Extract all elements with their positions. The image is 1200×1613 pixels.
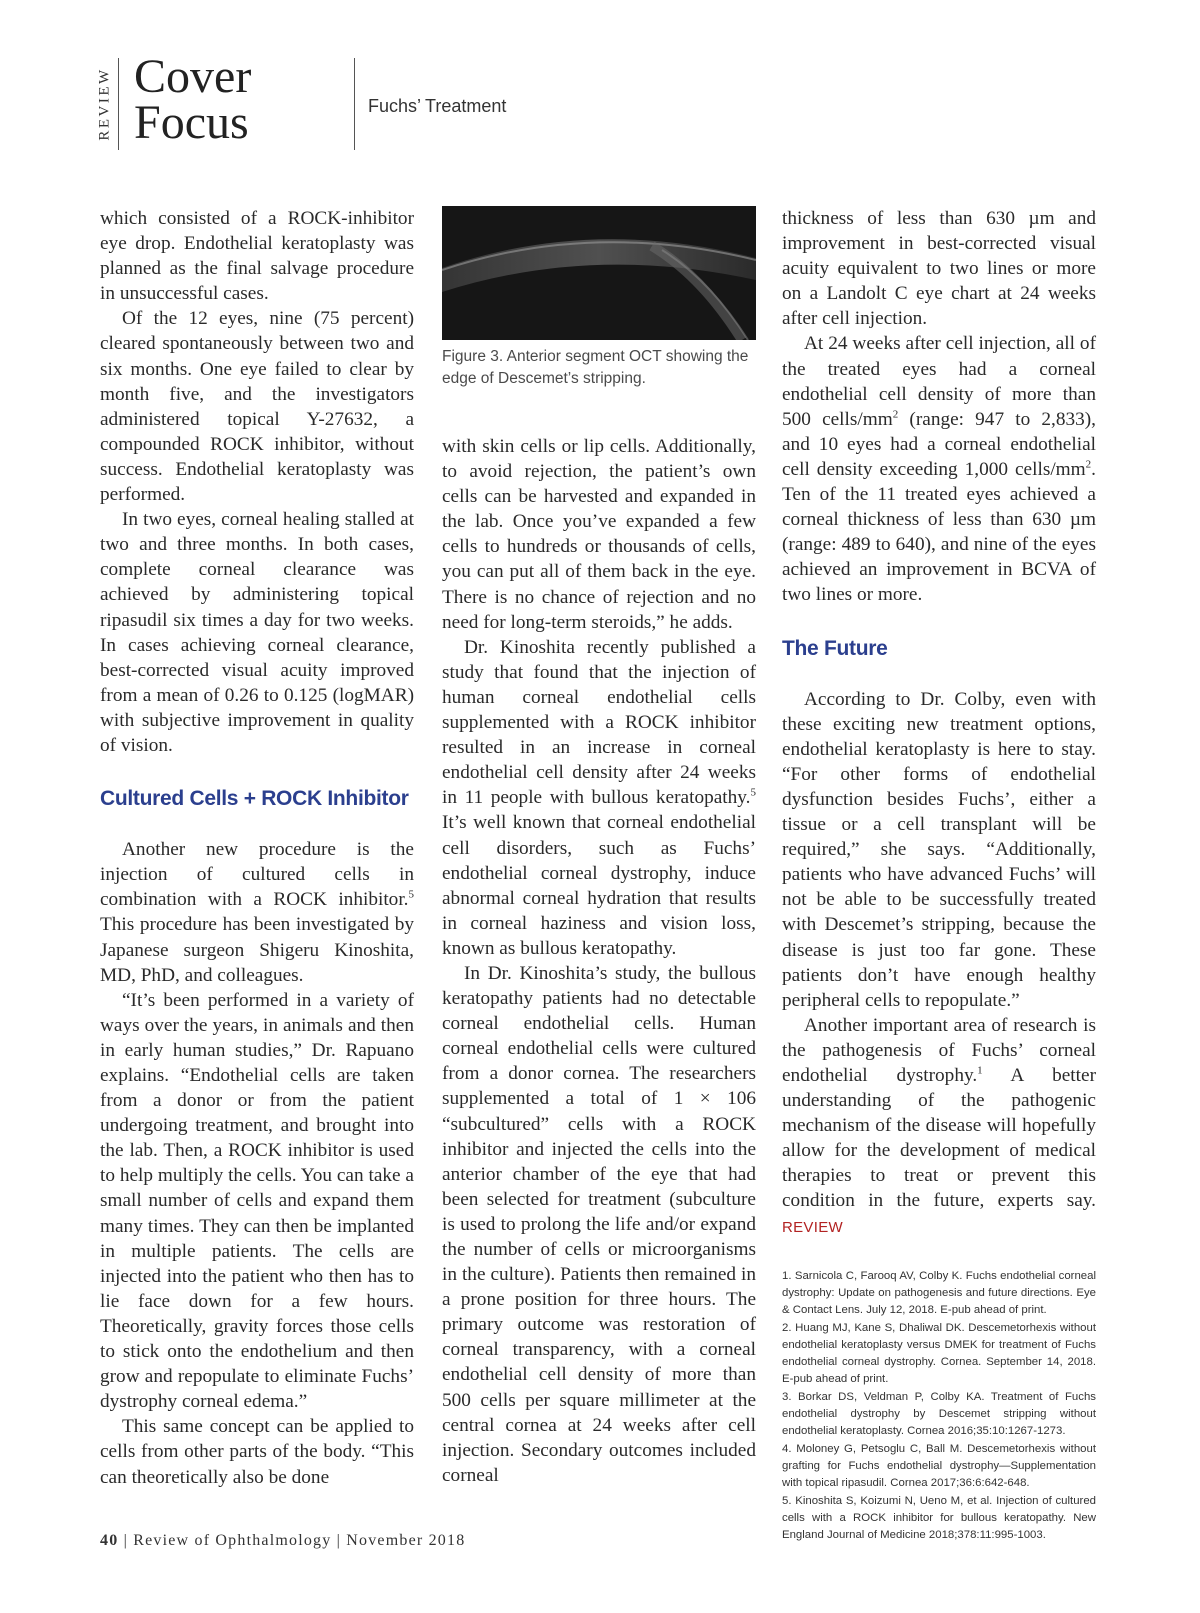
page-number: 40 [100,1532,119,1549]
figure-caption: Figure 3. Anterior segment OCT showing the edge of Descemet’s stripping. [442,348,749,387]
paragraph: At 24 weeks after cell injection, all of the treated eyes had a corneal endothelial cell density of more than 500 cells/$mm^2$ (range: 947 to 2,833), and 10 eyes had a corneal endothelial cell density exceeding 1,000 cells/$mm^2$. Ten of the 11 treated eyes achieved a corneal thickness of less than 630 µm (range: 489 to 640), and nine of the eyes achieved an improvement in BCVA of two lines or more. [782,333,1096,606]
header-divider [118,58,119,150]
oct-image [442,206,756,340]
paragraph: This same concept can be applied to cells from other parts of the body. “This can theoretically also be done [100,1416,414,1488]
reference-item: 4. Moloney G, Petsoglu C, Ball M. Descemetorhexis without grafting for Fuchs endothelial dystrophy—Supplementation with topical ripasudil. Cornea 2017;36:6:642-648. [782,1442,1096,1490]
end-mark: REVIEW [782,1218,843,1236]
citation: 5 [750,786,756,799]
column-1 [100,206,414,1490]
publication-name: Review of Ophthalmology [133,1532,332,1549]
paragraph: which consisted of a ROCK-inhibitor eye drop. Endothelial keratoplasty was planned as the final salvage procedure in unsuccessful cases. [100,208,414,305]
citation: 5 [408,888,414,901]
reference-item: 5. Kinoshita S, Koizumi N, Ueno M, et al. Injection of cultured cells with a ROCK inhibitor for bullous keratopathy. New England Journal of Medicine 2018;378:11:995-1003. [782,1494,1096,1542]
column-2 [442,206,756,1488]
paragraph: “It’s been performed in a variety of ways over the years, in animals and then in early human studies,” Dr. Rapuano explains. “Endothelial cells are taken from a donor or from the patient undergoing treatment, and brought into the lab. Then, a ROCK inhibitor is used to help multiply the cells. You can take a small number of cells and expand them many times. They can then be implanted in multiple patients. The cells are injected into the patient who then has to lie face down for a few hours. Theoretically, gravity forces those cells to stick onto the endothelium and then grow and repopulate to eliminate Fuchs’ dystrophy corneal edema.” [100,989,414,1413]
page-footer: 40 | Review of Ophthalmology | November 2018 [100,1532,466,1549]
paragraph: According to Dr. Colby, even with these exciting new treatment options, endothelial keratoplasty is here to stay. “For other forms of endothelial dysfunction besides Fuchs’, either a tissue or a cell transplant will be required,” she says. “Additionally, patients who have advanced Fuchs’ will not be able to be successfully treated with Descemet’s stripping, because the disease is just too far gone. These patients don’t have enough healthy peripheral cells to repopulate.” [782,688,1096,1011]
citation: 1 [977,1064,983,1077]
reference-item: 1. Sarnicola C, Farooq AV, Colby K. Fuchs endothelial corneal dystrophy: Update on pathogenesis and future directions. Eye & Contact Lens. July 12, 2018. E-pub ahead of print. [782,1269,1096,1317]
reference-item: 3. Borkar DS, Veldman P, Colby KA. Treatment of Fuchs endothelial dystrophy by Descemet stripping without endothelial keratoplasty. Cornea 2016;35:10:1267-1273. [782,1390,1096,1438]
figure [442,206,756,390]
focus-word: Focus [134,96,249,149]
paragraph: Of the 12 eyes, nine (75 percent) cleared spontaneously between two and six months. One eye failed to clear by month five, and the investigators administered topical Y-27632, a compounded ROCK inhibitor, without success. Endothelial keratoplasty was performed. [100,308,414,506]
cover-focus-title [134,50,252,149]
cover-word: Cover [134,50,252,103]
issue-date: November 2018 [346,1532,466,1549]
section-heading: Cultured Cells + ROCK Inhibitor [100,787,409,811]
references [782,1268,1096,1545]
paragraph: Another important area of research is the pathogenesis of Fuchs’ corneal endothelial dystrophy.$^1$ A better understanding of the pathogenic mechanism of the disease will hopefully allow for the development of medical therapies to treat or prevent this condition in the future, experts say. REVIEW [782,1014,1096,1236]
reference-item: 2. Huang MJ, Kane S, Dhaliwal DK. Descemetorhexis without endothelial keratoplasty versus DMEK for treatment of Fuchs endothelial corneal dystrophy. Cornea. September 14, 2018. E-pub ahead of print. [782,1321,1096,1386]
paragraph: In Dr. Kinoshita’s study, the bullous keratopathy patients had no detectable corneal endothelial cells. Human corneal endothelial cells were cultured from a donor cornea. The researchers supplemented a total of 1 × 106 “subcultured” cells with a ROCK inhibitor and injected the cells into the anterior chamber of the eye that had been selected for treatment (subculture is used to prolong the life and/or expand the number of cells or microorganisms in the culture). Patients then remained in a prone position for three hours. The primary outcome was restoration of corneal transparency, with a corneal endothelial cell density of more than 500 cells per square millimeter at the central cornea at 24 weeks after cell injection. Secondary outcomes included corneal [442,962,756,1486]
header-divider [354,58,355,150]
paragraph: thickness of less than 630 µm and improvement in best-corrected visual acuity equivalent to two lines or more on a Landolt C eye chart at 24 weeks after cell injection. [782,208,1096,330]
column-3 [782,206,1096,1544]
paragraph: Another new procedure is the injection of cultured cells in combination with a ROCK inhibitor.$^5$ This procedure has been investigated by Japanese surgeon Shigeru Kinoshita, MD, PhD, and colleagues. [100,839,414,986]
section-heading: The Future [782,636,888,660]
review-vertical-label: REVIEW [96,67,113,141]
section-label: Fuchs’ Treatment [368,96,507,116]
paragraph: Dr. Kinoshita recently published a study that found that the injection of human corneal endothelial cells supplemented with a ROCK inhibitor resulted in an increase in corneal endothelial cell density after 24 weeks in 11 people with bullous keratopathy.$^5$ It’s well known that corneal endothelial cell disorders, such as Fuchs’ endothelial corneal dystrophy, induce abnormal corneal hydration that results in corneal haziness and vision loss, known as bullous keratopathy. [442,636,756,959]
paragraph: with skin cells or lip cells. Additionally, to avoid rejection, the patient’s own cells can be harvested and expanded in the lab. Once you’ve expanded a few cells to hundreds or thousands of cells, you can put all of them back in the eye. There is no chance of rejection and no need for long-term steroids,” he adds. [442,436,756,633]
paragraph: In two eyes, corneal healing stalled at two and three months. In both cases, complete corneal clearance was achieved by administering topical ripasudil six times a day for two weeks. In cases achieving corneal clearance, best-corrected visual acuity improved from a mean of 0.26 to 0.125 (logMAR) with subjective improvement in quality of vision. [100,509,414,756]
